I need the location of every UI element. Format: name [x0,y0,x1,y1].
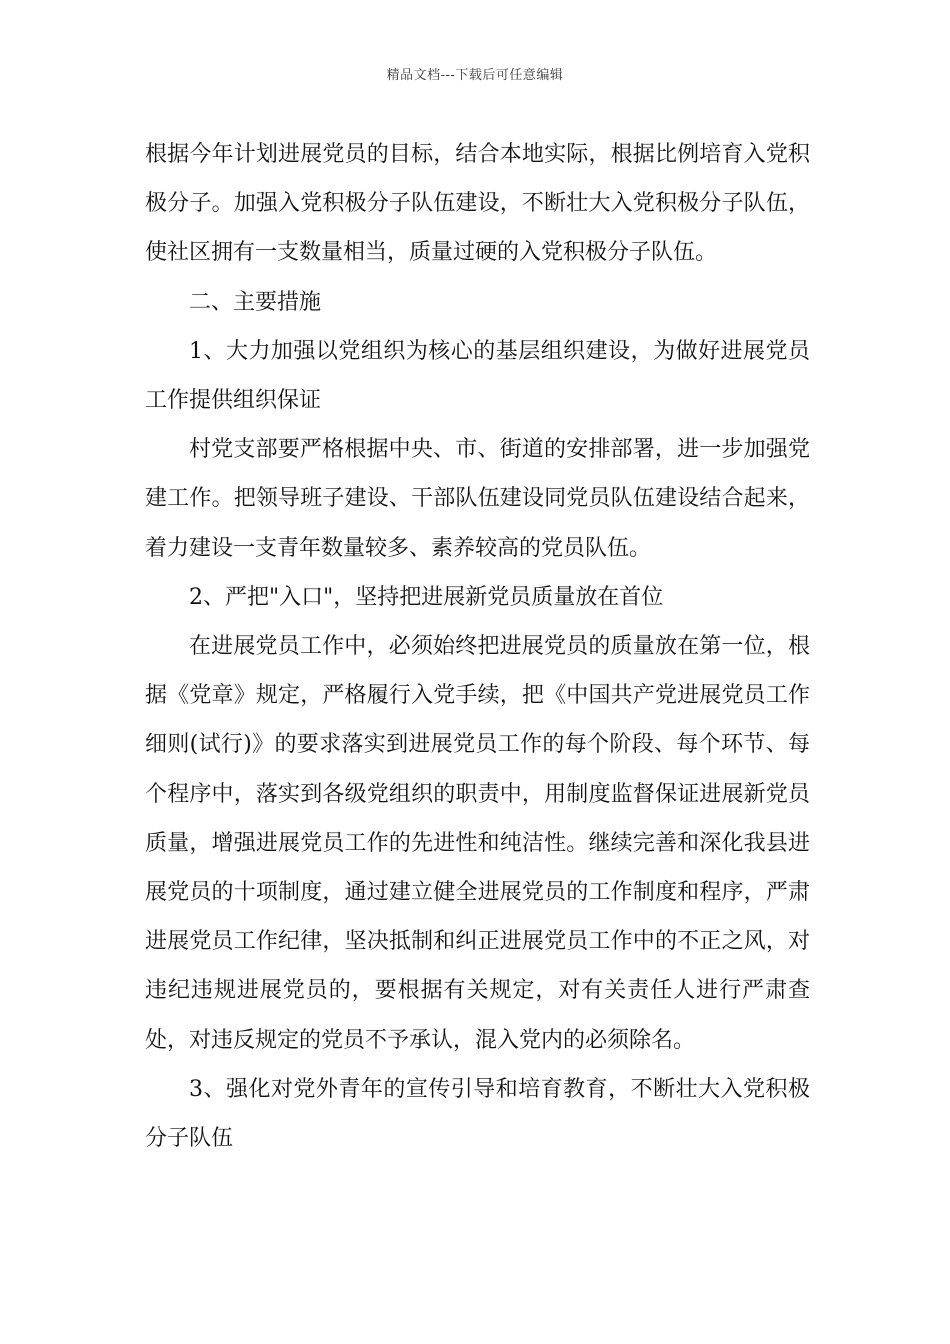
measure-heading-3: 3、强化对党外青年的宣传引导和培育教育，不断壮大入党积极分子队伍 [145,1076,810,1152]
paragraph-quality: 在进展党员工作中，必须始终把进展党员的质量放在第一位，根据《党章》规定，严格履行入党手续，把《中国共产党进展党员工作细则(试行)》的要求落实到进展党员工作的每个阶段、每个环节、每个程序中，落实到各级党组织的职责中，用制度监督保证进展新党员质量，增强进展党员工作的先进性和纯洁性。继续完善和深化我县进展党员的十项制度，通过建立健全进展党员的工作制度和程序，严肃进展党员工作纪律，坚决抵制和纠正进展党员工作中的不正之风，对违纪违规进展党员的，要根据有关规定，对有关责任人进行严肃查处，对违反规定的党员不予承认，混入党内的必须除名。 [145,634,810,1053]
paragraph-party-branch: 村党支部要严格根据中央、市、街道的安排部署，进一步加强党建工作。把领导班子建设、干部队伍建设同党员队伍建设结合起来，着力建设一支青年数量较多、素养较高的党员队伍。 [145,437,810,561]
measure-heading-1: 1、大力加强以党组织为核心的基层组织建设，为做好进展党员工作提供组织保证 [145,338,810,414]
page-header: 精品文档---下载后可任意编辑 [386,68,564,83]
document-body [145,130,810,1163]
measure-heading-2: 2、严把"入口"，坚持把进展新党员质量放在首位 [189,584,664,610]
section-heading-main-measures: 二、主要措施 [189,289,322,315]
paragraph-goal: 根据今年计划进展党员的目标，结合本地实际，根据比例培育入党积极分子。加强入党积极分子队伍建设，不断壮大入党积极分子队伍，使社区拥有一支数量相当，质量过硬的入党积极分子队伍。 [145,142,810,266]
